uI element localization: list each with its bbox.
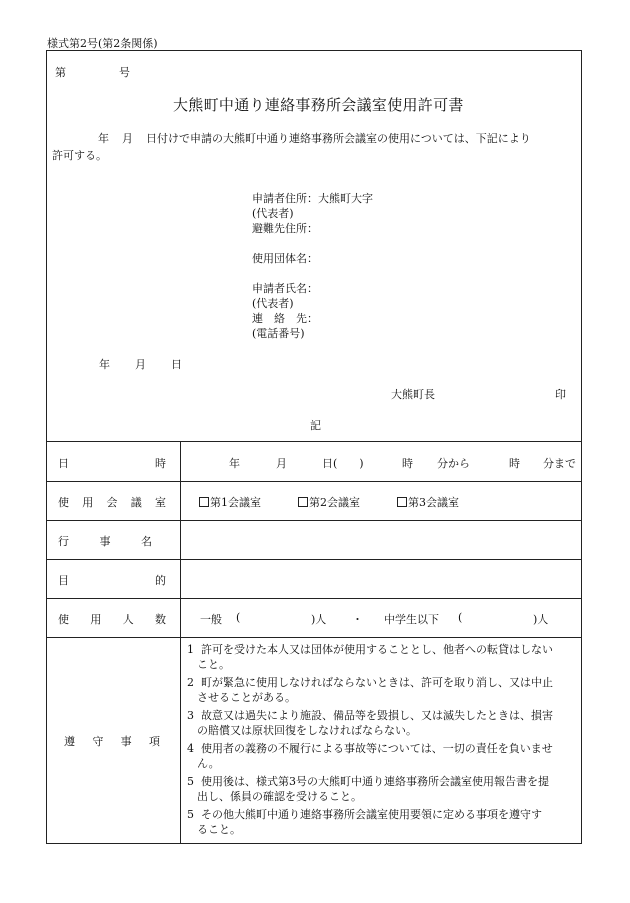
rule-cont: ん。 xyxy=(197,757,220,770)
datetime-ji-start: 時 xyxy=(402,457,413,470)
column-divider xyxy=(180,441,181,843)
checkbox-icon[interactable] xyxy=(199,497,209,507)
rule-text: 使用後は、様式第3号の大熊町中通り連絡事務所会議室使用報告書を提 xyxy=(201,775,549,788)
row-divider xyxy=(46,598,582,599)
rule-number: 1 xyxy=(187,643,194,656)
checkbox-icon[interactable] xyxy=(298,497,308,507)
rule-item-2 xyxy=(187,675,579,705)
row-label-rules xyxy=(64,733,160,749)
label-char: 的 xyxy=(155,574,166,587)
row-label-datetime xyxy=(58,455,166,471)
label-char: 使 xyxy=(58,613,69,626)
label-char: 使 xyxy=(58,496,69,509)
rule-text: 町が緊急に使用しなければならないときは、許可を取り消し、又は中止 xyxy=(201,676,553,689)
room-option-label: 第3会議室 xyxy=(408,496,459,509)
rule-item-6 xyxy=(187,807,579,837)
label-char: 名 xyxy=(141,535,152,548)
room-option-label: 第2会議室 xyxy=(309,496,360,509)
row-label-people xyxy=(58,611,166,627)
rule-number: 3 xyxy=(187,709,194,722)
people-open-paren-1: ( xyxy=(236,611,241,624)
row-label-room xyxy=(58,494,166,510)
applicant-rep-1: (代表者) xyxy=(252,207,294,220)
label-char: 室 xyxy=(155,496,166,509)
label-char: 項 xyxy=(148,735,160,748)
intro-tsuki: 月 xyxy=(122,132,133,145)
rule-cont: 出し、係員の確認を受けること。 xyxy=(197,790,362,803)
form-label: 様式第2号(第2条関係) xyxy=(47,37,158,50)
label-char: 目 xyxy=(58,574,69,587)
datetime-tsuki: 月 xyxy=(276,457,287,470)
people-junior-label: 中学生以下 xyxy=(384,613,439,626)
label-char: 人 xyxy=(122,613,134,626)
mayor-title: 大熊町長 xyxy=(391,388,435,401)
intro-line2: 許可する。 xyxy=(52,149,107,162)
applicant-name-label: 申請者氏名： xyxy=(252,282,318,295)
label-char: 事 xyxy=(120,735,132,748)
checkbox-icon[interactable] xyxy=(397,497,407,507)
table-top-line xyxy=(46,441,582,442)
row-label-purpose xyxy=(58,572,166,588)
row-divider xyxy=(46,481,582,482)
intro-line1: 日付けで申請の大熊町中通り連絡事務所会議室の使用については、下記により xyxy=(146,132,531,145)
label-char: 守 xyxy=(92,735,104,748)
label-char: 日 xyxy=(58,457,69,470)
number-go: 号 xyxy=(119,66,130,79)
date-tsuki: 月 xyxy=(135,358,146,371)
rule-text: 故意又は過失により施設、備品等を毀損し、又は滅失したときは、損害 xyxy=(201,709,553,722)
row-divider xyxy=(46,559,582,560)
datetime-nen: 年 xyxy=(229,457,240,470)
rule-text: その他大熊町中通り連絡事務所会議室使用要領に定める事項を遵守す xyxy=(201,808,542,821)
label-char: 行 xyxy=(58,535,69,548)
datetime-ji-end: 時 xyxy=(509,457,520,470)
rule-cont: の賠償又は原状回復をしなければならない。 xyxy=(197,724,417,737)
rule-number: 5 xyxy=(187,775,194,788)
datetime-fun-kara: 分から xyxy=(437,457,470,470)
people-separator: ・ xyxy=(352,613,363,626)
seal-mark: 印 xyxy=(555,388,566,401)
document-title: 大熊町中通り連絡事務所会議室使用許可書 xyxy=(173,96,464,114)
rule-cont: こと。 xyxy=(197,658,230,671)
number-dai: 第 xyxy=(55,66,66,79)
rule-cont: させることがある。 xyxy=(197,691,296,704)
evacuation-address-label: 避難先住所： xyxy=(252,222,318,235)
row-divider xyxy=(46,637,582,638)
datetime-fun-made: 分まで xyxy=(543,457,576,470)
rule-number: 5 xyxy=(187,808,194,821)
applicant-rep-2: (代表者) xyxy=(252,297,294,310)
rule-text: 使用者の義務の不履行による事故等については、一切の責任を負いませ xyxy=(201,742,553,755)
group-name-label: 使用団体名： xyxy=(252,252,318,265)
ki-heading: 記 xyxy=(310,419,321,432)
rule-number: 4 xyxy=(187,742,194,755)
intro-nen: 年 xyxy=(98,132,109,145)
room-option-3[interactable] xyxy=(397,494,459,510)
rule-cont: ること。 xyxy=(197,823,241,836)
rule-item-5 xyxy=(187,774,579,804)
people-open-paren-2: ( xyxy=(458,611,463,624)
room-option-label: 第1会議室 xyxy=(210,496,261,509)
row-label-event xyxy=(58,533,152,549)
rule-item-3 xyxy=(187,708,579,738)
contact-label: 連 絡 先： xyxy=(252,312,318,325)
date-hi: 日 xyxy=(171,358,182,371)
label-char: 数 xyxy=(154,613,166,626)
people-close-paren-2: )人 xyxy=(533,613,549,626)
people-general-label: 一般 xyxy=(200,613,222,626)
rule-text: 許可を受けた本人又は団体が使用することとし、他者への転貸はしない xyxy=(201,643,553,656)
label-char: 会 xyxy=(106,496,118,509)
label-char: 遵 xyxy=(64,735,75,748)
rule-number: 2 xyxy=(187,676,194,689)
phone-label: (電話番号) xyxy=(252,327,305,340)
label-char: 用 xyxy=(90,613,102,626)
rule-item-1 xyxy=(187,642,579,672)
row-divider xyxy=(46,520,582,521)
label-char: 事 xyxy=(99,535,111,548)
date-nen: 年 xyxy=(99,358,110,371)
people-close-paren-1: )人 xyxy=(311,613,327,626)
rule-item-4 xyxy=(187,741,579,771)
room-option-1[interactable] xyxy=(199,494,261,510)
label-char: 議 xyxy=(130,496,142,509)
datetime-hi: 日( ) xyxy=(322,457,364,470)
label-char: 用 xyxy=(82,496,94,509)
label-char: 時 xyxy=(155,457,166,470)
applicant-address-label: 申請者住所：大熊町大字 xyxy=(252,192,373,205)
room-option-2[interactable] xyxy=(298,494,360,510)
